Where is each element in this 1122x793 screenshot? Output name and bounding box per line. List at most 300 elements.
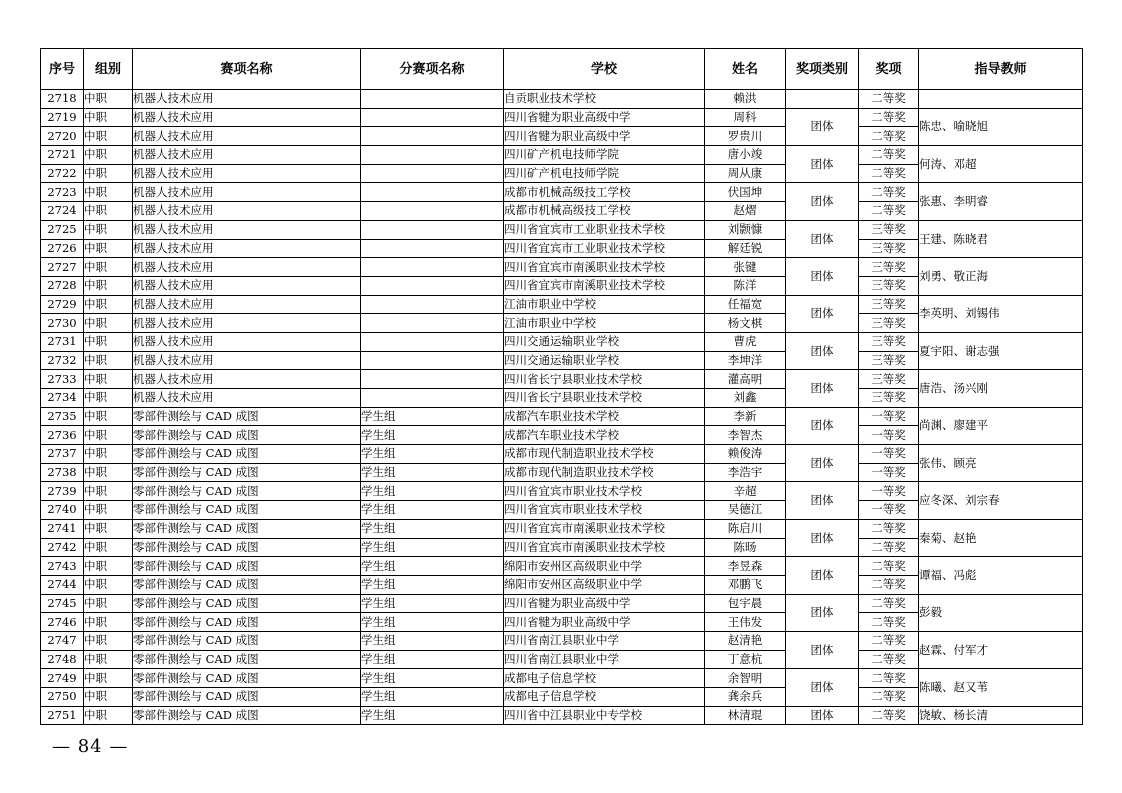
award-cell: 二等奖 xyxy=(859,164,919,183)
name-cell: 李浩宇 xyxy=(705,463,786,482)
award-cell: 三等奖 xyxy=(859,258,919,277)
awards-table xyxy=(40,48,1083,725)
teacher-cell xyxy=(919,90,1083,109)
award-type-cell: 团体 xyxy=(786,557,859,594)
award-type-cell: 团体 xyxy=(786,146,859,183)
sub-competition-cell xyxy=(361,370,504,389)
competition-cell: 零部件测绘与 CAD 成图 xyxy=(133,482,361,501)
award-cell: 二等奖 xyxy=(859,108,919,127)
school-cell: 四川省犍为职业高级中学 xyxy=(504,594,705,613)
competition-cell: 零部件测绘与 CAD 成图 xyxy=(133,688,361,707)
teacher-cell: 陈曦、赵又苇 xyxy=(919,669,1083,706)
seq-cell: 2736 xyxy=(41,426,84,445)
seq-cell: 2740 xyxy=(41,501,84,520)
competition-cell: 机器人技术应用 xyxy=(133,127,361,146)
sub-competition-cell xyxy=(361,351,504,370)
table-row xyxy=(41,407,1083,426)
award-type-cell: 团体 xyxy=(786,706,859,725)
group-cell: 中职 xyxy=(84,463,133,482)
name-cell: 吴德江 xyxy=(705,501,786,520)
table-row xyxy=(41,482,1083,501)
competition-cell: 零部件测绘与 CAD 成图 xyxy=(133,594,361,613)
school-cell: 江油市职业中学校 xyxy=(504,295,705,314)
teacher-cell: 李英明、刘锡伟 xyxy=(919,295,1083,332)
name-cell: 赖洪 xyxy=(705,90,786,109)
header-teacher: 指导教师 xyxy=(919,49,1083,90)
award-cell: 二等奖 xyxy=(859,631,919,650)
table-row xyxy=(41,183,1083,202)
teacher-cell: 张伟、顾亮 xyxy=(919,445,1083,482)
award-cell: 三等奖 xyxy=(859,314,919,333)
school-cell: 成都汽车职业技术学校 xyxy=(504,426,705,445)
competition-cell: 零部件测绘与 CAD 成图 xyxy=(133,426,361,445)
seq-cell: 2725 xyxy=(41,220,84,239)
award-type-cell: 团体 xyxy=(786,108,859,145)
award-cell: 二等奖 xyxy=(859,688,919,707)
award-cell: 二等奖 xyxy=(859,557,919,576)
teacher-cell: 谭福、冯彪 xyxy=(919,557,1083,594)
name-cell: 杨文棋 xyxy=(705,314,786,333)
name-cell: 任福宽 xyxy=(705,295,786,314)
sub-competition-cell: 学生组 xyxy=(361,575,504,594)
header-name: 姓名 xyxy=(705,49,786,90)
table-row xyxy=(41,669,1083,688)
school-cell: 成都市现代制造职业技术学校 xyxy=(504,463,705,482)
award-cell: 一等奖 xyxy=(859,501,919,520)
sub-competition-cell xyxy=(361,220,504,239)
teacher-cell: 赵霖、付军才 xyxy=(919,631,1083,668)
name-cell: 解廷锐 xyxy=(705,239,786,258)
award-cell: 三等奖 xyxy=(859,220,919,239)
group-cell: 中职 xyxy=(84,688,133,707)
competition-cell: 机器人技术应用 xyxy=(133,220,361,239)
sub-competition-cell xyxy=(361,202,504,221)
competition-cell: 机器人技术应用 xyxy=(133,389,361,408)
competition-cell: 零部件测绘与 CAD 成图 xyxy=(133,463,361,482)
group-cell: 中职 xyxy=(84,706,133,725)
sub-competition-cell: 学生组 xyxy=(361,706,504,725)
award-type-cell: 团体 xyxy=(786,631,859,668)
name-cell: 张键 xyxy=(705,258,786,277)
name-cell: 周科 xyxy=(705,108,786,127)
competition-cell: 机器人技术应用 xyxy=(133,90,361,109)
group-cell: 中职 xyxy=(84,594,133,613)
group-cell: 中职 xyxy=(84,202,133,221)
name-cell: 林清琨 xyxy=(705,706,786,725)
seq-cell: 2735 xyxy=(41,407,84,426)
teacher-cell: 张惠、李明睿 xyxy=(919,183,1083,220)
name-cell: 包宇晨 xyxy=(705,594,786,613)
school-cell: 四川省长宁县职业技术学校 xyxy=(504,389,705,408)
group-cell: 中职 xyxy=(84,445,133,464)
seq-cell: 2750 xyxy=(41,688,84,707)
group-cell: 中职 xyxy=(84,519,133,538)
award-cell: 一等奖 xyxy=(859,463,919,482)
seq-cell: 2748 xyxy=(41,650,84,669)
group-cell: 中职 xyxy=(84,650,133,669)
award-cell: 一等奖 xyxy=(859,426,919,445)
award-cell: 二等奖 xyxy=(859,594,919,613)
name-cell: 曹虎 xyxy=(705,332,786,351)
name-cell: 辛超 xyxy=(705,482,786,501)
group-cell: 中职 xyxy=(84,220,133,239)
seq-cell: 2746 xyxy=(41,613,84,632)
competition-cell: 机器人技术应用 xyxy=(133,108,361,127)
table-row xyxy=(41,146,1083,165)
competition-cell: 零部件测绘与 CAD 成图 xyxy=(133,557,361,576)
award-type-cell xyxy=(786,90,859,109)
sub-competition-cell xyxy=(361,276,504,295)
award-cell: 二等奖 xyxy=(859,127,919,146)
sub-competition-cell xyxy=(361,314,504,333)
table-row xyxy=(41,445,1083,464)
teacher-cell: 彭毅 xyxy=(919,594,1083,631)
sub-competition-cell: 学生组 xyxy=(361,613,504,632)
competition-cell: 机器人技术应用 xyxy=(133,146,361,165)
group-cell: 中职 xyxy=(84,613,133,632)
seq-cell: 2742 xyxy=(41,538,84,557)
group-cell: 中职 xyxy=(84,90,133,109)
award-cell: 二等奖 xyxy=(859,202,919,221)
name-cell: 周从康 xyxy=(705,164,786,183)
header-group: 组别 xyxy=(84,49,133,90)
page-number: — 84 — xyxy=(52,736,129,757)
school-cell: 成都汽车职业技术学校 xyxy=(504,407,705,426)
sub-competition-cell: 学生组 xyxy=(361,594,504,613)
school-cell: 四川省宜宾市南溪职业技术学校 xyxy=(504,276,705,295)
competition-cell: 零部件测绘与 CAD 成图 xyxy=(133,501,361,520)
seq-cell: 2749 xyxy=(41,669,84,688)
name-cell: 陈洋 xyxy=(705,276,786,295)
seq-cell: 2731 xyxy=(41,332,84,351)
group-cell: 中职 xyxy=(84,258,133,277)
school-cell: 四川省犍为职业高级中学 xyxy=(504,108,705,127)
award-cell: 三等奖 xyxy=(859,389,919,408)
table-row xyxy=(41,332,1083,351)
name-cell: 赵熠 xyxy=(705,202,786,221)
school-cell: 成都市机械高级技工学校 xyxy=(504,183,705,202)
competition-cell: 零部件测绘与 CAD 成图 xyxy=(133,669,361,688)
sub-competition-cell xyxy=(361,332,504,351)
table-row xyxy=(41,557,1083,576)
competition-cell: 机器人技术应用 xyxy=(133,239,361,258)
name-cell: 陈启川 xyxy=(705,519,786,538)
teacher-cell: 唐浩、汤兴刚 xyxy=(919,370,1083,407)
award-type-cell: 团体 xyxy=(786,370,859,407)
school-cell: 成都市现代制造职业技术学校 xyxy=(504,445,705,464)
group-cell: 中职 xyxy=(84,351,133,370)
seq-cell: 2721 xyxy=(41,146,84,165)
competition-cell: 零部件测绘与 CAD 成图 xyxy=(133,650,361,669)
sub-competition-cell xyxy=(361,108,504,127)
award-type-cell: 团体 xyxy=(786,220,859,257)
sub-competition-cell: 学生组 xyxy=(361,407,504,426)
sub-competition-cell xyxy=(361,239,504,258)
group-cell: 中职 xyxy=(84,669,133,688)
sub-competition-cell: 学生组 xyxy=(361,650,504,669)
teacher-cell: 何涛、邓超 xyxy=(919,146,1083,183)
group-cell: 中职 xyxy=(84,482,133,501)
group-cell: 中职 xyxy=(84,426,133,445)
seq-cell: 2741 xyxy=(41,519,84,538)
award-type-cell: 团体 xyxy=(786,258,859,295)
name-cell: 王伟发 xyxy=(705,613,786,632)
group-cell: 中职 xyxy=(84,276,133,295)
award-cell: 三等奖 xyxy=(859,239,919,258)
name-cell: 灌高明 xyxy=(705,370,786,389)
seq-cell: 2745 xyxy=(41,594,84,613)
group-cell: 中职 xyxy=(84,557,133,576)
seq-cell: 2720 xyxy=(41,127,84,146)
school-cell: 绵阳市安州区高级职业中学 xyxy=(504,575,705,594)
header-sub-competition: 分赛项名称 xyxy=(361,49,504,90)
school-cell: 四川省宜宾市职业技术学校 xyxy=(504,501,705,520)
sub-competition-cell xyxy=(361,258,504,277)
group-cell: 中职 xyxy=(84,575,133,594)
table-row xyxy=(41,594,1083,613)
school-cell: 自贡职业技术学校 xyxy=(504,90,705,109)
table-row xyxy=(41,295,1083,314)
name-cell: 赵清艳 xyxy=(705,631,786,650)
award-cell: 三等奖 xyxy=(859,351,919,370)
name-cell: 刘鑫 xyxy=(705,389,786,408)
seq-cell: 2724 xyxy=(41,202,84,221)
sub-competition-cell xyxy=(361,90,504,109)
name-cell: 李新 xyxy=(705,407,786,426)
competition-cell: 零部件测绘与 CAD 成图 xyxy=(133,519,361,538)
award-cell: 三等奖 xyxy=(859,276,919,295)
school-cell: 四川省南江县职业中学 xyxy=(504,650,705,669)
award-type-cell: 团体 xyxy=(786,183,859,220)
table-row xyxy=(41,108,1083,127)
seq-cell: 2737 xyxy=(41,445,84,464)
name-cell: 伏国坤 xyxy=(705,183,786,202)
table-row xyxy=(41,706,1083,725)
group-cell: 中职 xyxy=(84,314,133,333)
sub-competition-cell: 学生组 xyxy=(361,445,504,464)
competition-cell: 机器人技术应用 xyxy=(133,164,361,183)
school-cell: 绵阳市安州区高级职业中学 xyxy=(504,557,705,576)
seq-cell: 2734 xyxy=(41,389,84,408)
seq-cell: 2730 xyxy=(41,314,84,333)
seq-cell: 2733 xyxy=(41,370,84,389)
table-header-row xyxy=(41,49,1083,90)
school-cell: 四川交通运输职业学校 xyxy=(504,351,705,370)
teacher-cell: 王建、陈晓君 xyxy=(919,220,1083,257)
group-cell: 中职 xyxy=(84,389,133,408)
school-cell: 四川省中江县职业中专学校 xyxy=(504,706,705,725)
seq-cell: 2751 xyxy=(41,706,84,725)
award-cell: 二等奖 xyxy=(859,90,919,109)
name-cell: 唐小竣 xyxy=(705,146,786,165)
award-cell: 二等奖 xyxy=(859,669,919,688)
sub-competition-cell xyxy=(361,146,504,165)
table-row xyxy=(41,519,1083,538)
group-cell: 中职 xyxy=(84,146,133,165)
competition-cell: 零部件测绘与 CAD 成图 xyxy=(133,538,361,557)
school-cell: 四川省长宁县职业技术学校 xyxy=(504,370,705,389)
seq-cell: 2726 xyxy=(41,239,84,258)
name-cell: 罗贵川 xyxy=(705,127,786,146)
competition-cell: 机器人技术应用 xyxy=(133,332,361,351)
teacher-cell: 刘勇、敬正海 xyxy=(919,258,1083,295)
sub-competition-cell xyxy=(361,127,504,146)
competition-cell: 机器人技术应用 xyxy=(133,314,361,333)
seq-cell: 2739 xyxy=(41,482,84,501)
award-cell: 二等奖 xyxy=(859,538,919,557)
award-cell: 三等奖 xyxy=(859,370,919,389)
seq-cell: 2718 xyxy=(41,90,84,109)
group-cell: 中职 xyxy=(84,631,133,650)
school-cell: 四川省犍为职业高级中学 xyxy=(504,613,705,632)
seq-cell: 2722 xyxy=(41,164,84,183)
sub-competition-cell: 学生组 xyxy=(361,519,504,538)
school-cell: 四川省宜宾市南溪职业技术学校 xyxy=(504,519,705,538)
header-competition: 赛项名称 xyxy=(133,49,361,90)
award-cell: 二等奖 xyxy=(859,183,919,202)
teacher-cell: 饶敏、杨长清 xyxy=(919,706,1083,725)
seq-cell: 2738 xyxy=(41,463,84,482)
teacher-cell: 陈忠、喻晓旭 xyxy=(919,108,1083,145)
award-type-cell: 团体 xyxy=(786,332,859,369)
header-award: 奖项 xyxy=(859,49,919,90)
group-cell: 中职 xyxy=(84,183,133,202)
name-cell: 李昱森 xyxy=(705,557,786,576)
competition-cell: 零部件测绘与 CAD 成图 xyxy=(133,631,361,650)
competition-cell: 机器人技术应用 xyxy=(133,183,361,202)
competition-cell: 机器人技术应用 xyxy=(133,370,361,389)
school-cell: 成都电子信息学校 xyxy=(504,688,705,707)
teacher-cell: 尚渊、廖建平 xyxy=(919,407,1083,444)
award-type-cell: 团体 xyxy=(786,295,859,332)
group-cell: 中职 xyxy=(84,501,133,520)
sub-competition-cell: 学生组 xyxy=(361,557,504,576)
header-school: 学校 xyxy=(504,49,705,90)
sub-competition-cell: 学生组 xyxy=(361,501,504,520)
sub-competition-cell: 学生组 xyxy=(361,538,504,557)
group-cell: 中职 xyxy=(84,164,133,183)
name-cell: 龚余兵 xyxy=(705,688,786,707)
competition-cell: 零部件测绘与 CAD 成图 xyxy=(133,407,361,426)
school-cell: 四川交通运输职业学校 xyxy=(504,332,705,351)
school-cell: 四川省宜宾市南溪职业技术学校 xyxy=(504,258,705,277)
group-cell: 中职 xyxy=(84,538,133,557)
table-body xyxy=(41,90,1083,725)
sub-competition-cell xyxy=(361,164,504,183)
seq-cell: 2727 xyxy=(41,258,84,277)
seq-cell: 2728 xyxy=(41,276,84,295)
teacher-cell: 夏宇阳、谢志强 xyxy=(919,332,1083,369)
sub-competition-cell xyxy=(361,295,504,314)
teacher-cell: 秦菊、赵艳 xyxy=(919,519,1083,556)
name-cell: 李智杰 xyxy=(705,426,786,445)
award-cell: 二等奖 xyxy=(859,146,919,165)
award-cell: 二等奖 xyxy=(859,650,919,669)
award-cell: 二等奖 xyxy=(859,519,919,538)
name-cell: 陈旸 xyxy=(705,538,786,557)
competition-cell: 机器人技术应用 xyxy=(133,202,361,221)
seq-cell: 2732 xyxy=(41,351,84,370)
award-type-cell: 团体 xyxy=(786,594,859,631)
sub-competition-cell xyxy=(361,389,504,408)
award-cell: 三等奖 xyxy=(859,332,919,351)
school-cell: 四川矿产机电技师学院 xyxy=(504,164,705,183)
sub-competition-cell xyxy=(361,183,504,202)
group-cell: 中职 xyxy=(84,108,133,127)
sub-competition-cell: 学生组 xyxy=(361,482,504,501)
award-cell: 二等奖 xyxy=(859,575,919,594)
seq-cell: 2743 xyxy=(41,557,84,576)
group-cell: 中职 xyxy=(84,295,133,314)
award-cell: 一等奖 xyxy=(859,482,919,501)
sub-competition-cell: 学生组 xyxy=(361,669,504,688)
school-cell: 成都市机械高级技工学校 xyxy=(504,202,705,221)
competition-cell: 零部件测绘与 CAD 成图 xyxy=(133,613,361,632)
award-cell: 一等奖 xyxy=(859,445,919,464)
table-row xyxy=(41,258,1083,277)
sub-competition-cell: 学生组 xyxy=(361,426,504,445)
sub-competition-cell: 学生组 xyxy=(361,631,504,650)
school-cell: 江油市职业中学校 xyxy=(504,314,705,333)
name-cell: 刘颢慷 xyxy=(705,220,786,239)
award-cell: 三等奖 xyxy=(859,295,919,314)
award-cell: 二等奖 xyxy=(859,706,919,725)
header-award-type: 奖项类别 xyxy=(786,49,859,90)
award-cell: 一等奖 xyxy=(859,407,919,426)
group-cell: 中职 xyxy=(84,239,133,258)
competition-cell: 零部件测绘与 CAD 成图 xyxy=(133,575,361,594)
award-type-cell: 团体 xyxy=(786,519,859,556)
school-cell: 成都电子信息学校 xyxy=(504,669,705,688)
competition-cell: 机器人技术应用 xyxy=(133,258,361,277)
seq-cell: 2744 xyxy=(41,575,84,594)
competition-cell: 机器人技术应用 xyxy=(133,351,361,370)
group-cell: 中职 xyxy=(84,370,133,389)
school-cell: 四川省宜宾市南溪职业技术学校 xyxy=(504,538,705,557)
award-type-cell: 团体 xyxy=(786,407,859,444)
award-cell: 二等奖 xyxy=(859,613,919,632)
seq-cell: 2723 xyxy=(41,183,84,202)
name-cell: 丁意杭 xyxy=(705,650,786,669)
school-cell: 四川省宜宾市工业职业技术学校 xyxy=(504,220,705,239)
school-cell: 四川省宜宾市职业技术学校 xyxy=(504,482,705,501)
table-row xyxy=(41,370,1083,389)
name-cell: 余智明 xyxy=(705,669,786,688)
group-cell: 中职 xyxy=(84,407,133,426)
name-cell: 邓鹏飞 xyxy=(705,575,786,594)
group-cell: 中职 xyxy=(84,127,133,146)
competition-cell: 机器人技术应用 xyxy=(133,276,361,295)
school-cell: 四川省南江县职业中学 xyxy=(504,631,705,650)
group-cell: 中职 xyxy=(84,332,133,351)
school-cell: 四川省宜宾市工业职业技术学校 xyxy=(504,239,705,258)
sub-competition-cell: 学生组 xyxy=(361,463,504,482)
seq-cell: 2719 xyxy=(41,108,84,127)
award-type-cell: 团体 xyxy=(786,482,859,519)
competition-cell: 机器人技术应用 xyxy=(133,295,361,314)
award-type-cell: 团体 xyxy=(786,669,859,706)
competition-cell: 零部件测绘与 CAD 成图 xyxy=(133,706,361,725)
seq-cell: 2729 xyxy=(41,295,84,314)
award-type-cell: 团体 xyxy=(786,445,859,482)
header-seq: 序号 xyxy=(41,49,84,90)
table-row xyxy=(41,90,1083,109)
table-row xyxy=(41,631,1083,650)
competition-cell: 零部件测绘与 CAD 成图 xyxy=(133,445,361,464)
school-cell: 四川省犍为职业高级中学 xyxy=(504,127,705,146)
name-cell: 李坤洋 xyxy=(705,351,786,370)
name-cell: 赖俊涛 xyxy=(705,445,786,464)
